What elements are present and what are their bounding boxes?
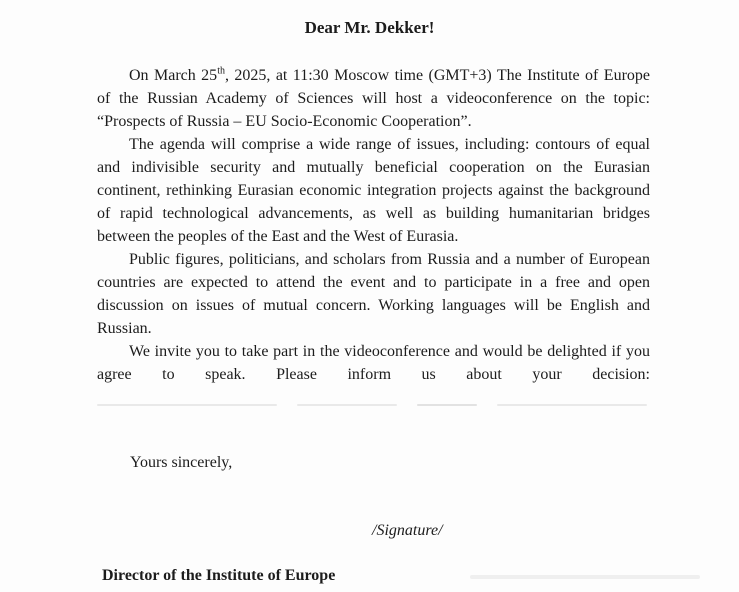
redacted-signatory-name	[470, 575, 700, 579]
paragraph-invitation-request: We invite you to take part in the videoconference and would be delighted if you agree to speak. Please inform us about your decision:	[97, 343, 650, 383]
letter-body	[97, 64, 650, 386]
signatory-title: Director of the Institute of Europe	[102, 567, 336, 584]
paragraph-participants: Public figures, politicians, and scholars from Russia and a number of European countries are expected to attend the event and to participate in a free and open discussion on issues of mutual concern. Working languages will be English and Russian.	[97, 251, 650, 337]
paragraph-agenda: The agenda will comprise a wide range of issues, including: contours of equal and indivisible security and mutually beneficial cooperation on the Eurasian continent, rethinking Eurasian economic integration projects against the background of rapid technological advancements, as well as building humanitarian bridges between the peoples of the East and the West of Eurasia.	[97, 136, 650, 245]
paragraph-date-start: On March 25	[129, 67, 218, 84]
letter-greeting: Dear Mr. Dekker!	[304, 18, 435, 37]
paragraph-invitation-date	[97, 64, 650, 133]
signature-placeholder: /Signature/	[372, 522, 443, 539]
date-ordinal-suffix: th	[217, 65, 225, 77]
paragraph-date-rest: , 2025, at 11:30 Moscow time (GMT+3) The Institute of Europe of the Russian Academy of Sciences will host a videoconference on the topic: “Prospects of Russia – EU Socio-Economic Cooperation”.	[97, 67, 651, 130]
redacted-contact-line	[97, 402, 650, 408]
letter-closing: Yours sincerely,	[130, 454, 233, 471]
